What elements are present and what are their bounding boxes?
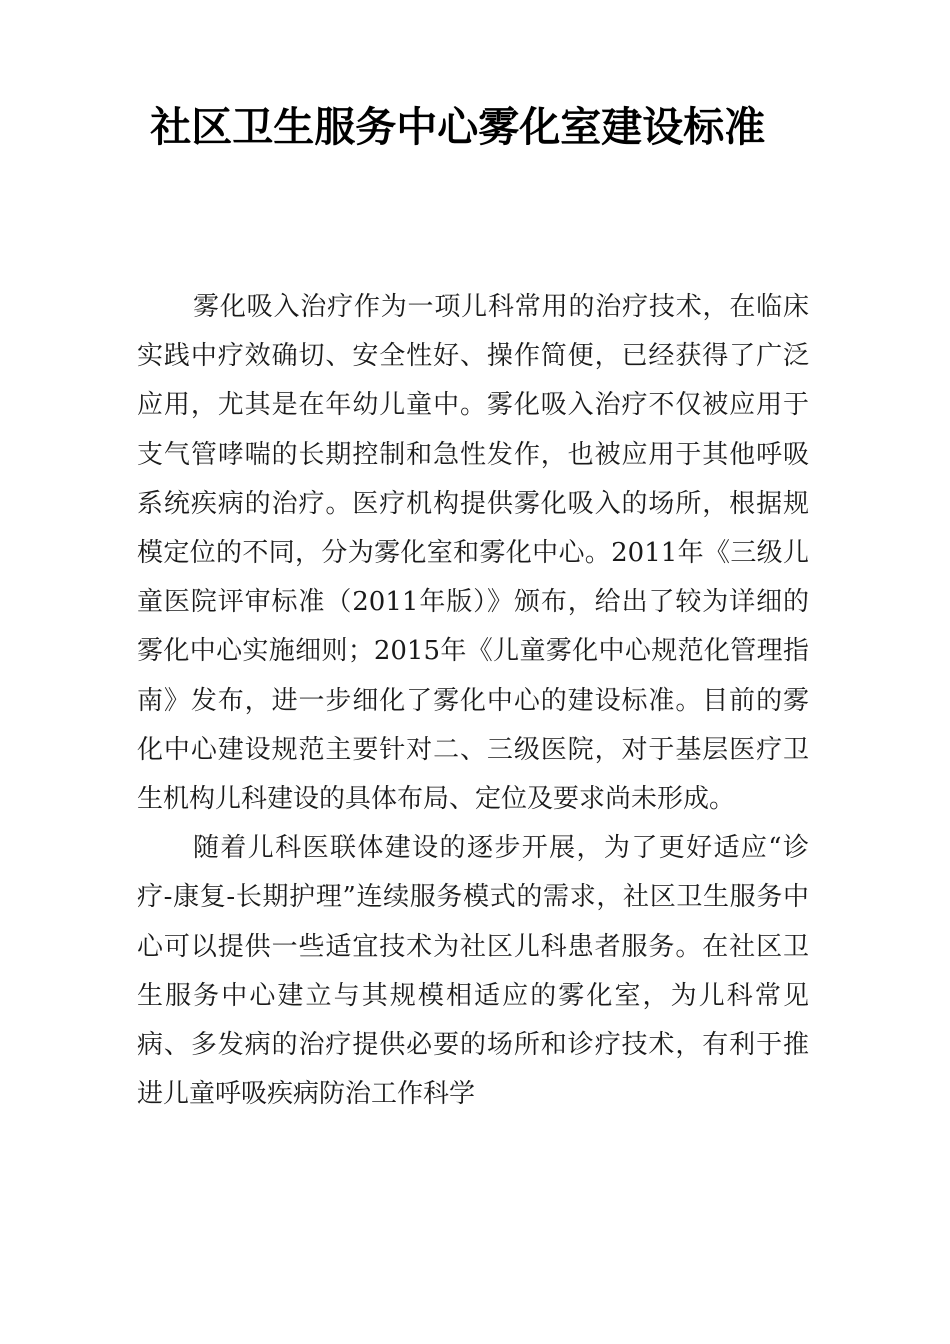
document-body: [137, 283, 809, 1119]
paragraph-1: 雾化吸入治疗作为一项儿科常用的治疗技术，在临床实践中疗效确切、安全性好、操作简便，已经获得了广泛应用，尤其是在年幼儿童中。雾化吸入治疗不仅被应用于支气管哮喘的长期控制和急性发作，也被应用于其他呼吸系统疾病的治疗。医疗机构提供雾化吸入的场所，根据规模定位的不同，分为雾化室和雾化中心。2011年《三级儿童医院评审标准（2011年版）》颁布，给出了较为详细的雾化中心实施细则；2015年《儿童雾化中心规范化管理指南》发布，进一步细化了雾化中心的建设标准。目前的雾化中心建设规范主要针对二、三级医院，对于基层医疗卫生机构儿科建设的具体布局、定位及要求尚未形成。: [137, 292, 809, 815]
paragraph-2: 随着儿科医联体建设的逐步开展，为了更好适应“诊疗-康复-长期护理”连续服务模式的需求，社区卫生服务中心可以提供一些适宜技术为社区儿科患者服务。在社区卫生服务中心建立与其规模相适应的雾化室，为儿科常见病、多发病的治疗提供必要的场所和诊疗技术，有利于推进儿童呼吸疾病防治工作科学: [137, 833, 809, 1110]
document-title: 社区卫生服务中心雾化室建设标准: [136, 103, 766, 151]
